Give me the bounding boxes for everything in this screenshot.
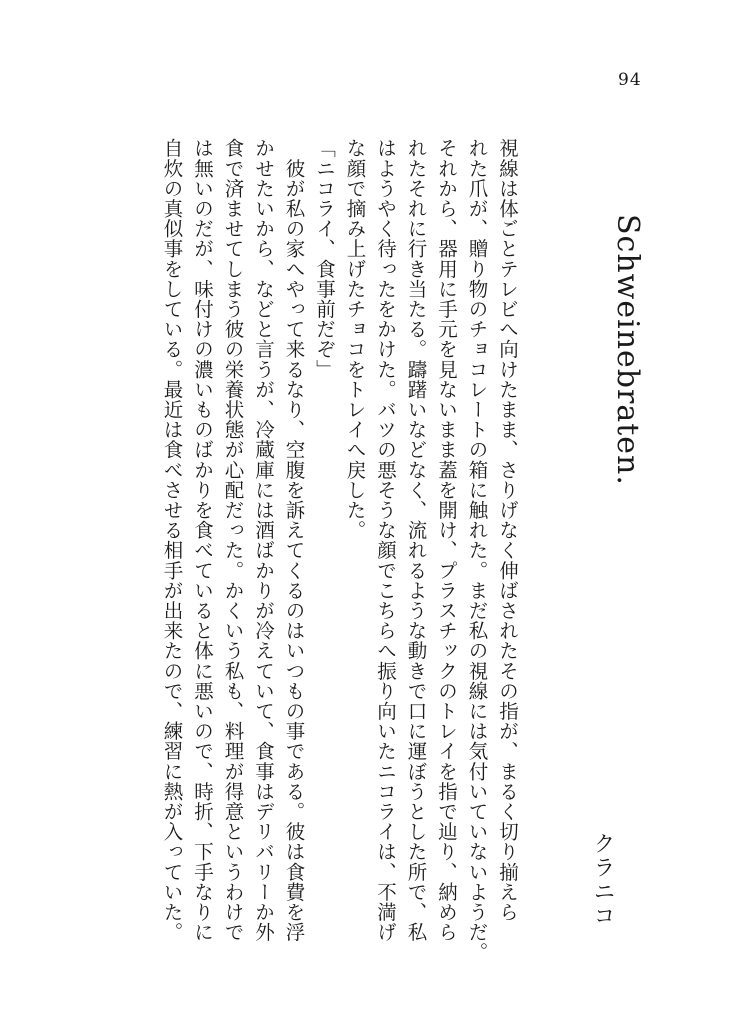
body-text [160, 138, 522, 963]
text-line: それから、器用に手元を見ないまま蓋を開け、プラスチックのトレイを指で辿り、納めら [435, 138, 458, 942]
text-line: はようやく待ったをかけた。バツの悪そうな顔でこちらへ振り向いたニコライは、不満げ [374, 138, 397, 942]
author-name: クラニコ [590, 832, 615, 928]
dialogue-line: 「ニコライ、食事前だぞ」 [313, 138, 336, 380]
text-line: な顔で摘み上げたチョコをトレイへ戻した。 [343, 138, 367, 540]
text-line: れた爪が、贈り物のチョコレートの箱に触れた。まだ私の視線には気付いていないようだ。 [465, 138, 489, 963]
page-number: 94 [618, 70, 642, 90]
text-line: は無いのだが、味付けの濃いものばかりを食べていると体に悪いので、時折、下手なりに [191, 138, 214, 942]
text-line: 自炊の真似事をしている。最近は食べさせる相手が出来たので、練習に熱が入っていた。 [160, 138, 184, 942]
text-line: 彼が私の家へやって来るなり、空腹を訴えてくるのはいつもの事である。彼は食費を浮 [282, 138, 306, 942]
story-title: Schweinebraten. [610, 214, 645, 486]
text-line: れたそれに行き当たる。躊躇いなどなく、流れるような動きで口に運ぼうとした所で、私 [404, 138, 428, 942]
text-line: かせたいから、などと言うが、冷蔵庫には酒ばかりが冷えていて、食事はデリバリーか外 [252, 138, 275, 942]
text-line: 視線は体ごとテレビへ向けたまま、さりげなく伸ばされたその指が、まるく切り揃えら [496, 138, 519, 922]
text-line: 食で済ませてしまう彼の栄養状態が心配だった。かくいう私も、料理が得意というわけで [221, 138, 245, 942]
